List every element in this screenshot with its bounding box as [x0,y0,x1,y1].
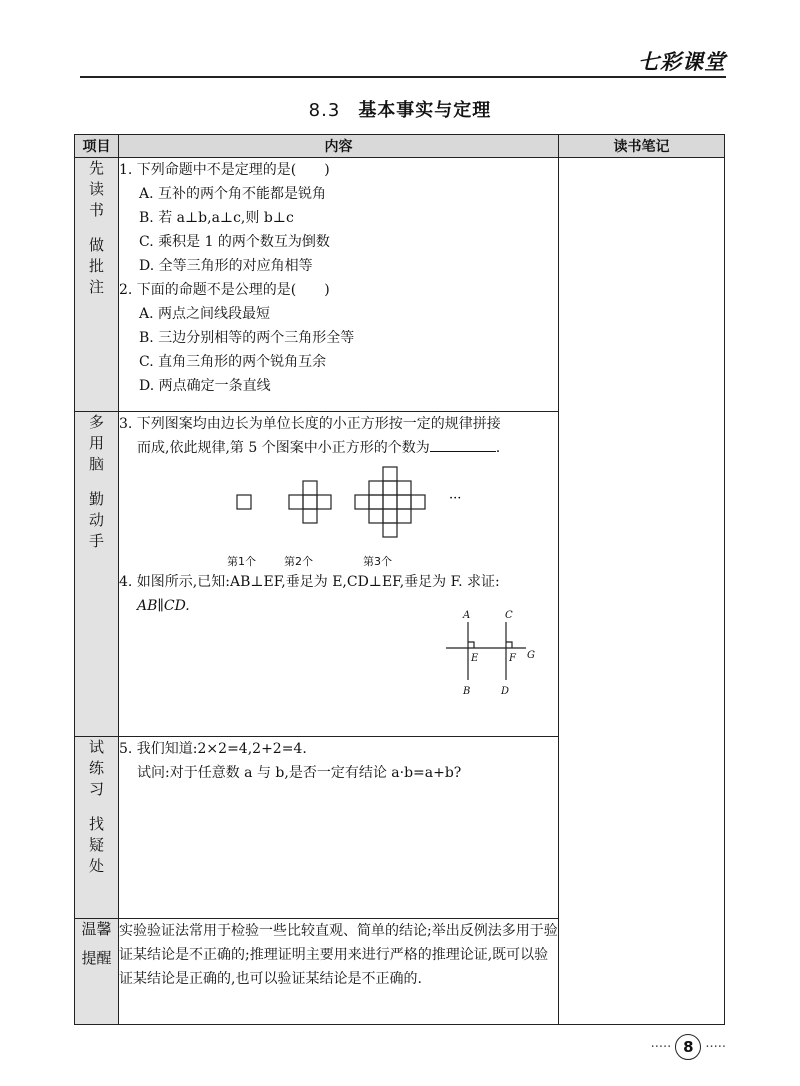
caption-3: 第3个 [363,555,392,568]
row-content-read [119,158,559,412]
point-e-label: E [471,653,479,664]
question-4-line2: AB∥CD. [137,598,190,614]
row-label-practice: 试 练 习 找 疑 处 [75,737,119,919]
option: B. 三边分别相等的两个三角形全等 [139,330,355,346]
option: D. 两点确定一条直线 [139,378,271,394]
pattern-2 [289,481,331,523]
section-title [0,96,800,122]
header-content: 内容 [119,135,559,158]
right-angle-e [468,642,474,648]
header-notes: 读书笔记 [559,135,725,158]
table-header-row [75,135,725,158]
point-g-label: G [527,650,535,661]
option: A. 互补的两个角不能都是锐角 [139,186,327,202]
header-rule [80,76,726,78]
section-number: 8.3 [308,100,341,121]
caption-1: 第1个 [227,555,256,568]
point-a-label: A [463,610,471,621]
question-4-line1: 4. 如图所示,已知:AB⊥EF,垂足为 E,CD⊥EF,垂足为 F. 求证: [119,574,500,590]
right-angle-f [506,642,512,648]
table-row [75,158,725,412]
option: D. 全等三角形的对应角相等 [139,258,313,274]
tips-note: 实验验证法常用于检验一些比较直观、简单的结论;举出反例法多用于验证某结论是不正确的;推理证明主要用来进行严格的推理论证,既可以验证某结论是正确的,也可以验证某结论是不正确的. [119,919,559,1025]
reading-notes-cell[interactable] [559,158,725,1025]
point-b-label: B [463,686,471,697]
row-content-think [119,412,559,737]
option: C. 乘积是 1 的两个数互为倒数 [139,234,330,250]
section-title-text: 基本事实与定理 [358,100,492,121]
question-5-line2: 试问:对于任意数 a 与 b,是否一定有结论 a·b=a+b? [137,765,462,781]
brand-logo: 七彩课堂 [638,50,726,74]
question-2: 2. 下面的命题不是公理的是( ) [119,282,330,298]
question-3-line1: 3. 下列图案均由边长为单位长度的小正方形按一定的规律拼接 [119,416,501,432]
page-footer [651,1034,726,1060]
perpendicular-lines-figure [119,610,547,706]
pattern-1-square [237,495,251,509]
point-d-label: D [501,686,510,697]
question-3-line2: 而成,依此规律,第 5 个图案中小正方形的个数为 . [137,436,558,460]
point-f-label: F [509,653,516,664]
pattern-3 [355,467,425,537]
row-label-read: 先 读 书 做 批 注 [75,158,119,412]
option: C. 直角三角形的两个锐角互余 [139,354,327,370]
study-table [74,134,725,1025]
footer-dots-left: ····· [650,1039,672,1055]
header-item: 项目 [75,135,119,158]
question-5-line1: 5. 我们知道:2×2=4,2+2=4. [119,741,307,757]
row-content-practice [119,737,559,919]
question-1: 1. 下列命题中不是定理的是( ) [119,162,330,178]
footer-dots-right: ····· [705,1039,726,1055]
pattern-captions [119,550,558,570]
page-number: 8 [675,1034,701,1060]
point-c-label: C [505,610,513,621]
caption-2: 第2个 [284,555,313,568]
pattern-ellipsis: ··· [449,491,462,506]
row-label-think: 多 用 脑 勤 动 手 [75,412,119,737]
option: B. 若 a⊥b,a⊥c,则 b⊥c [139,210,294,226]
option: A. 两点之间线段最短 [139,306,271,322]
row-label-tips: 温馨 提醒 [75,919,119,1025]
square-pattern-figure [119,460,539,550]
answer-blank[interactable] [430,437,496,452]
